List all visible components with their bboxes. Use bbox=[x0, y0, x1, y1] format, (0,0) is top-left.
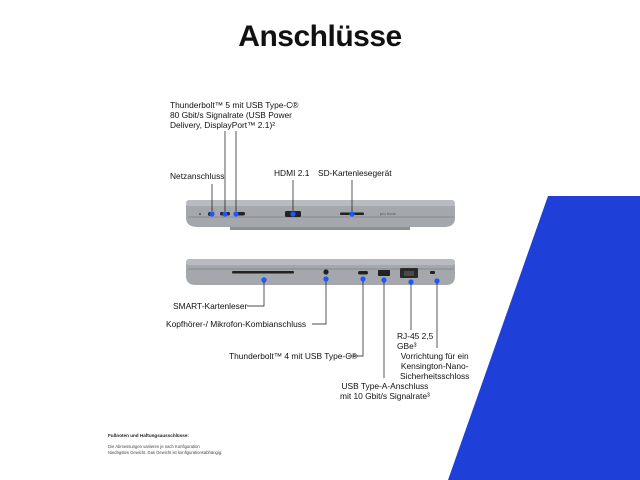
kensington-slot bbox=[430, 271, 435, 274]
footnote-line: Niedrigstes Gewicht. Das Gewicht ist konfigurationsabhängig. bbox=[108, 450, 223, 455]
smart-card-slot bbox=[232, 271, 294, 274]
label-rj45: RJ-45 2,5 GBe³ bbox=[397, 331, 434, 351]
label-thunderbolt4: Thunderbolt™ 4 mit USB Type-C® bbox=[229, 351, 358, 361]
page-title: Anschlüsse bbox=[238, 20, 402, 53]
audio-jack bbox=[323, 269, 328, 274]
laptop-brand-mark: pro book bbox=[380, 211, 396, 216]
footnote-line: Die Abmessungen variieren je nach Konfiguration bbox=[108, 444, 200, 449]
label-sd-reader: SD-Kartenlesegerät bbox=[318, 168, 392, 178]
label-kensington: Vorrichtung für ein Kensington-Nano- Sicherheitsschloss bbox=[400, 351, 470, 381]
label-hdmi: HDMI 2.1 bbox=[274, 168, 310, 178]
footnotes-heading: Fußnoten und Haftungsausschlüsse: bbox=[108, 433, 189, 438]
usb-a-port bbox=[378, 270, 390, 276]
label-power: Netzanschluss bbox=[170, 171, 225, 181]
label-smart-card: SMART-Kartenleser bbox=[173, 301, 248, 311]
label-thunderbolt5: Thunderbolt™ 5 mit USB Type-C® 80 Gbit/s Signalrate (USB Power Delivery, DisplayPort™ 2.1)² bbox=[170, 100, 299, 130]
label-usb-a: USB Type-A-Anschluss mit 10 Gbit/s Signalrate³ bbox=[340, 381, 430, 401]
thunderbolt4-port bbox=[358, 271, 368, 275]
label-audio-combo: Kopfhörer-/ Mikrofon-Kombianschluss bbox=[166, 319, 307, 329]
laptop-bottom-view bbox=[186, 259, 455, 285]
